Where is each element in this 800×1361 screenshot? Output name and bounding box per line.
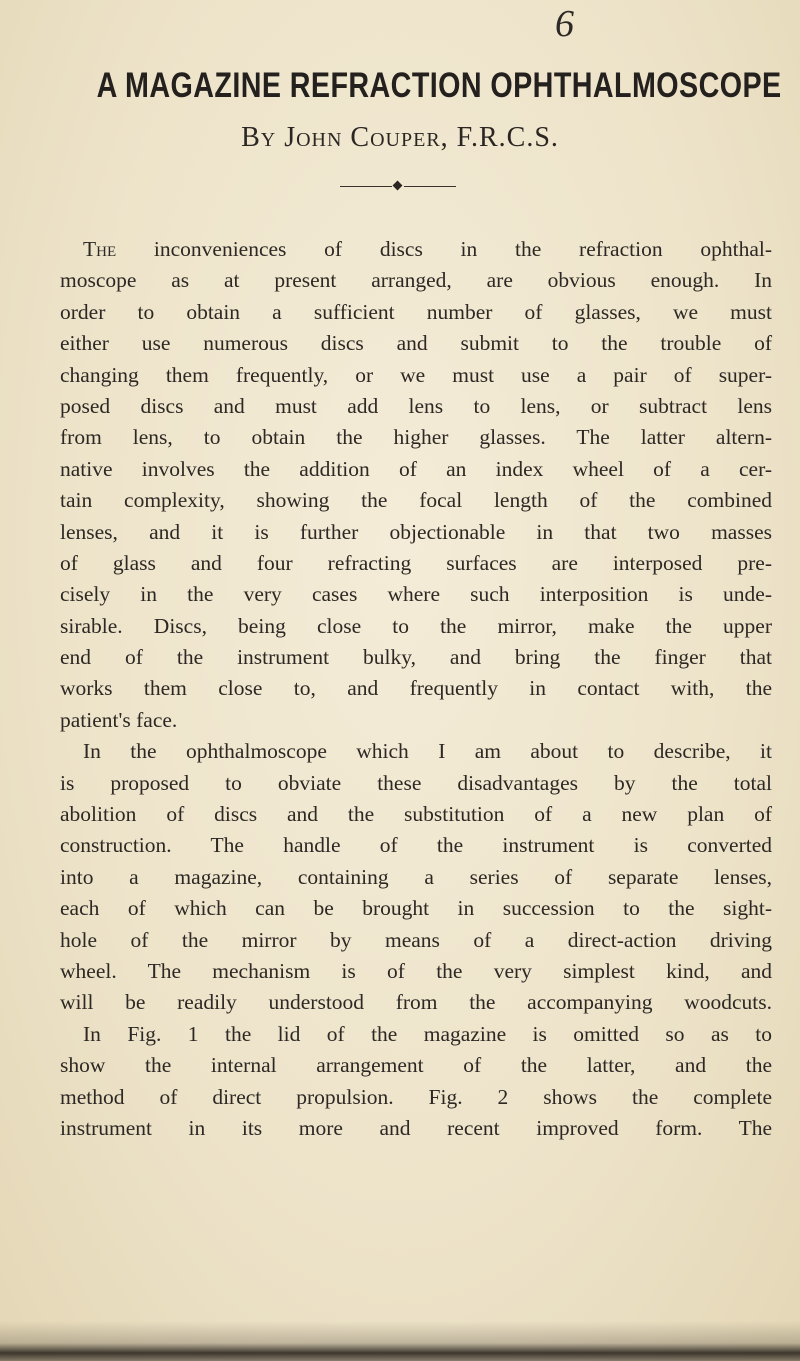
paragraph-line: construction. The handle of the instrument is converted [60,833,772,858]
divider-rule-left [340,186,392,187]
divider-diamond-icon [393,181,403,191]
page-edge-shadow [0,1321,800,1361]
paragraph-line: will be readily understood from the accompanying woodcuts. [60,990,772,1015]
paragraph-line: changing them frequently, or we must use a pair of super- [60,362,772,387]
paragraph-line: end of the instrument bulky, and bring the finger that [60,645,772,670]
author-credentials: F.R.C.S. [456,122,559,153]
paragraph-line: sirable. Discs, being close to the mirror, make the upper [60,613,772,638]
paragraph-line: works them close to, and frequently in contact with, the [60,676,772,701]
paragraph-line: into a magazine, containing a series of separate lenses, [60,864,772,889]
paragraph-line: instrument in its more and recent improved form. The [60,1115,772,1140]
page-number: 6 [555,3,574,45]
paragraph-line: show the internal arrangement of the latter, and the [60,1053,772,1078]
paragraph-line: The inconveniences of discs in the refraction ophthal- [83,237,772,261]
byline-prefix: By [241,122,277,153]
paragraph-line: each of which can be brought in succession to the sight- [60,896,772,921]
article-title: A MAGAZINE REFRACTION OPHTHALMOSCOPE [96,66,782,105]
paragraph-line: either use numerous discs and submit to the trouble of [60,331,772,356]
byline [0,122,800,154]
paragraph-line: is proposed to obviate these disadvantages by the total [60,770,772,795]
paragraph-line: moscope as at present arranged, are obvious enough. In [60,268,772,293]
section-divider [330,181,480,193]
divider-rule-right [404,186,456,187]
paragraph-line: method of direct propulsion. Fig. 2 shows the complete [60,1084,772,1109]
paragraph-line: cisely in the very cases where such interposition is unde- [60,582,772,607]
article-body [60,234,772,1144]
paragraph-line: native involves the addition of an index wheel of a cer- [60,456,772,481]
author-name: John Couper, [284,122,449,153]
paragraph-line: posed discs and must add lens to lens, or subtract lens [60,393,772,418]
paragraph-line: of glass and four refracting surfaces are interposed pre- [60,550,772,575]
paragraph-line: hole of the mirror by means of a direct-action driving [60,927,772,952]
paragraph-line: from lens, to obtain the higher glasses. The latter altern- [60,425,772,450]
paragraph-line: order to obtain a sufficient number of glasses, we must [60,299,772,324]
paragraph-lead-word: The [83,237,117,261]
paragraph-line: abolition of discs and the substitution of a new plan of [60,802,772,827]
paragraph-line: tain complexity, showing the focal length of the combined [60,488,772,513]
paragraph-line: patient's face. [60,707,178,732]
paragraph-line: In Fig. 1 the lid of the magazine is omitted so as to [83,1021,772,1046]
paragraph-line: wheel. The mechanism is of the very simplest kind, and [60,958,772,983]
paragraph-line: In the ophthalmoscope which I am about to describe, it [83,739,772,764]
paragraph-line: lenses, and it is further objectionable in that two masses [60,519,772,544]
paragraph-2 [60,736,772,1144]
paragraph-1 [60,234,772,736]
